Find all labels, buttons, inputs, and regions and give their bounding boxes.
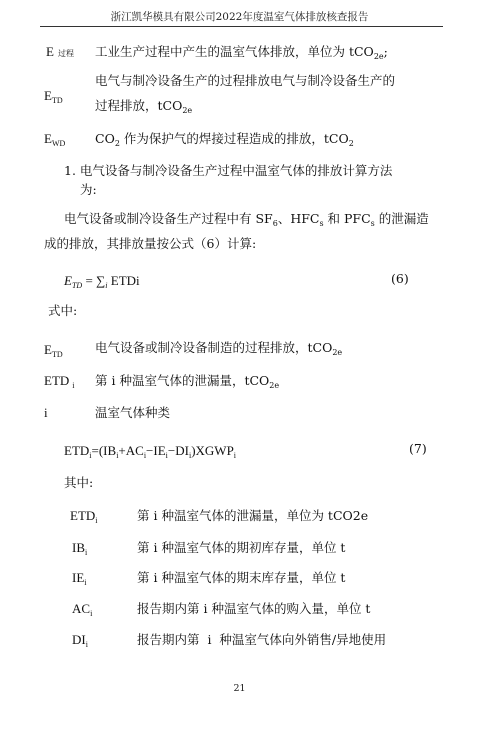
page-number: 21: [233, 683, 246, 694]
def-description: 第 i 种温室气体的泄漏量，tCO$_{2e}$: [95, 373, 280, 390]
among-label: 其中:: [64, 475, 94, 490]
paragraph-line2: 成的排放，其排放量按公式（6）计算:: [44, 236, 257, 251]
def-description: 电气设备或制冷设备制造的过程排放，tCO$_{2e}$: [95, 340, 343, 357]
equation-6-number: (6): [391, 271, 409, 286]
equation-7: $ETD_i=(IB_i+AC_i-IE_i-DI_i)XGWP_i$: [64, 443, 237, 460]
def-symbol: $DI_i$: [72, 632, 88, 649]
def-description: 第 i 种温室气体的泄漏量，单位为 tCO2e: [137, 508, 369, 523]
def-symbol: $IE_i$: [72, 570, 87, 587]
def-description: 温室气体种类: [95, 405, 171, 420]
def-description: 工业生产过程中产生的温室气体排放，单位为 tCO$_{2e}$;: [95, 44, 388, 61]
def-symbol: $E_{TD}$: [44, 342, 63, 359]
page-header: 浙江凯华模具有限公司2022年度温室气体排放核查报告: [110, 11, 369, 23]
def-symbol: E过程: [46, 44, 74, 59]
def-symbol: $IB_i$: [72, 540, 88, 557]
section-heading-line2: 为:: [80, 182, 97, 197]
def-symbol: $ETD_i$: [70, 508, 98, 525]
paragraph-line1: 电气设备或制冷设备生产过程中有 $SF_6$、$HFC_s$ 和 $PFC_s$ 的泄漏造: [64, 211, 429, 228]
def-description: 第 i 种温室气体的期初库存量，单位 t: [137, 540, 346, 555]
def-description-line2: 过程排放，tCO$_{2e}$: [95, 98, 193, 115]
def-symbol: $AC_i$: [72, 601, 93, 618]
def-description: $CO_2$ 作为保护气的焊接过程造成的排放，tCO$_2$: [95, 131, 354, 148]
def-description: 第 i 种温室气体的期末库存量，单位 t: [137, 570, 346, 585]
def-description: 报告期内第 i 种温室气体向外销售/异地使用: [137, 632, 387, 647]
where-label: 式中:: [48, 303, 78, 318]
section-heading-line1: 1. 电气设备与制冷设备生产过程中温室气体的排放计算方法: [64, 163, 393, 178]
equation-7-number: (7): [409, 441, 427, 456]
equation-6: $E_{TD} = \sum_i$ ETDi: [64, 273, 140, 290]
def-symbol: $E_{WD}$: [44, 131, 66, 148]
header-rule: [40, 26, 443, 27]
def-description: 报告期内第 i 种温室气体的购入量，单位 t: [137, 601, 371, 616]
def-symbol: ETD $_i$: [44, 373, 75, 390]
def-symbol: i: [44, 405, 48, 420]
def-symbol: $E_{TD}$: [44, 88, 63, 105]
def-description-line1: 电气与制冷设备生产的过程排放电气与制冷设备生产的: [95, 73, 396, 88]
